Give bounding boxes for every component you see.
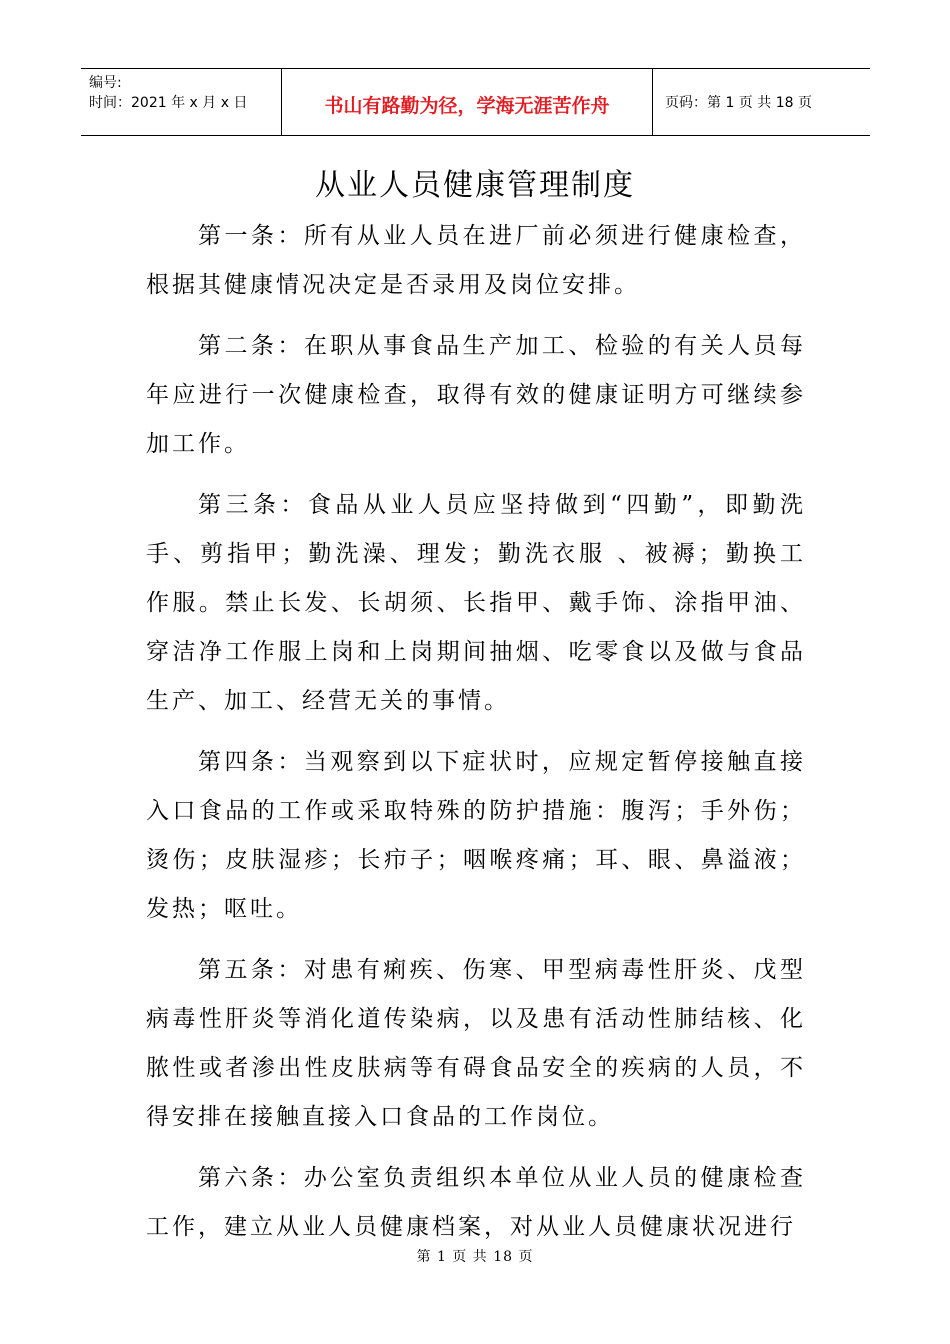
document-title: 从业人员健康管理制度 <box>315 168 635 203</box>
header-meta <box>81 69 281 135</box>
document-time: 时间：2021 年 x 月 x 日 <box>89 95 248 111</box>
article-6: 第六条：办公室负责组织本单位从业人员的健康检查工作，建立从业人员健康档案，对从业人员健康状况进行 <box>146 1165 806 1240</box>
header-page-info: 页码：第 1 页 共 18 页 <box>665 95 812 111</box>
document-body <box>146 212 806 1264</box>
article-4: 第四条：当观察到以下症状时，应规定暂停接触直接入口食品的工作或采取特殊的防护措施：腹泻；手外伤；烫伤；皮肤湿疹；长疖子；咽喉疼痛；耳、眼、鼻溢液；发热；呕吐。 <box>146 749 806 922</box>
header-motto: 书山有路勤为径，学海无涯苦作舟 <box>281 69 653 135</box>
page-footer: 第 1 页 共 18 页 <box>416 1249 534 1265</box>
article-5: 第五条：对患有痢疾、伤寒、甲型病毒性肝炎、戊型病毒性肝炎等消化道传染病，以及患有活动性肺结核、化脓性或者渗出性皮肤病等有碍食品安全的疾病的人员，不得安排在接触直接入口食品的工作岗位。 <box>146 957 806 1130</box>
page-header <box>81 68 870 136</box>
document-number-label: 编号: <box>89 75 122 91</box>
article-2: 第二条：在职从事食品生产加工、检验的有关人员每年应进行一次健康检查，取得有效的健康证明方可继续参加工作。 <box>146 333 806 457</box>
article-1: 第一条：所有从业人员在进厂前必须进行健康检查，根据其健康情况决定是否录用及岗位安排。 <box>146 223 806 298</box>
article-3: 第三条：食品从业人员应坚持做到“四勤”，即勤洗手、剪指甲；勤洗澡、理发；勤洗衣服 、被褥；勤换工作服。禁止长发、长胡须、长指甲、戴手饰、涂指甲油、穿洁净工作服上岗和上岗期间抽烟、吃零食以及做与食品生产、加工、经营无关的事情。 <box>146 492 806 714</box>
